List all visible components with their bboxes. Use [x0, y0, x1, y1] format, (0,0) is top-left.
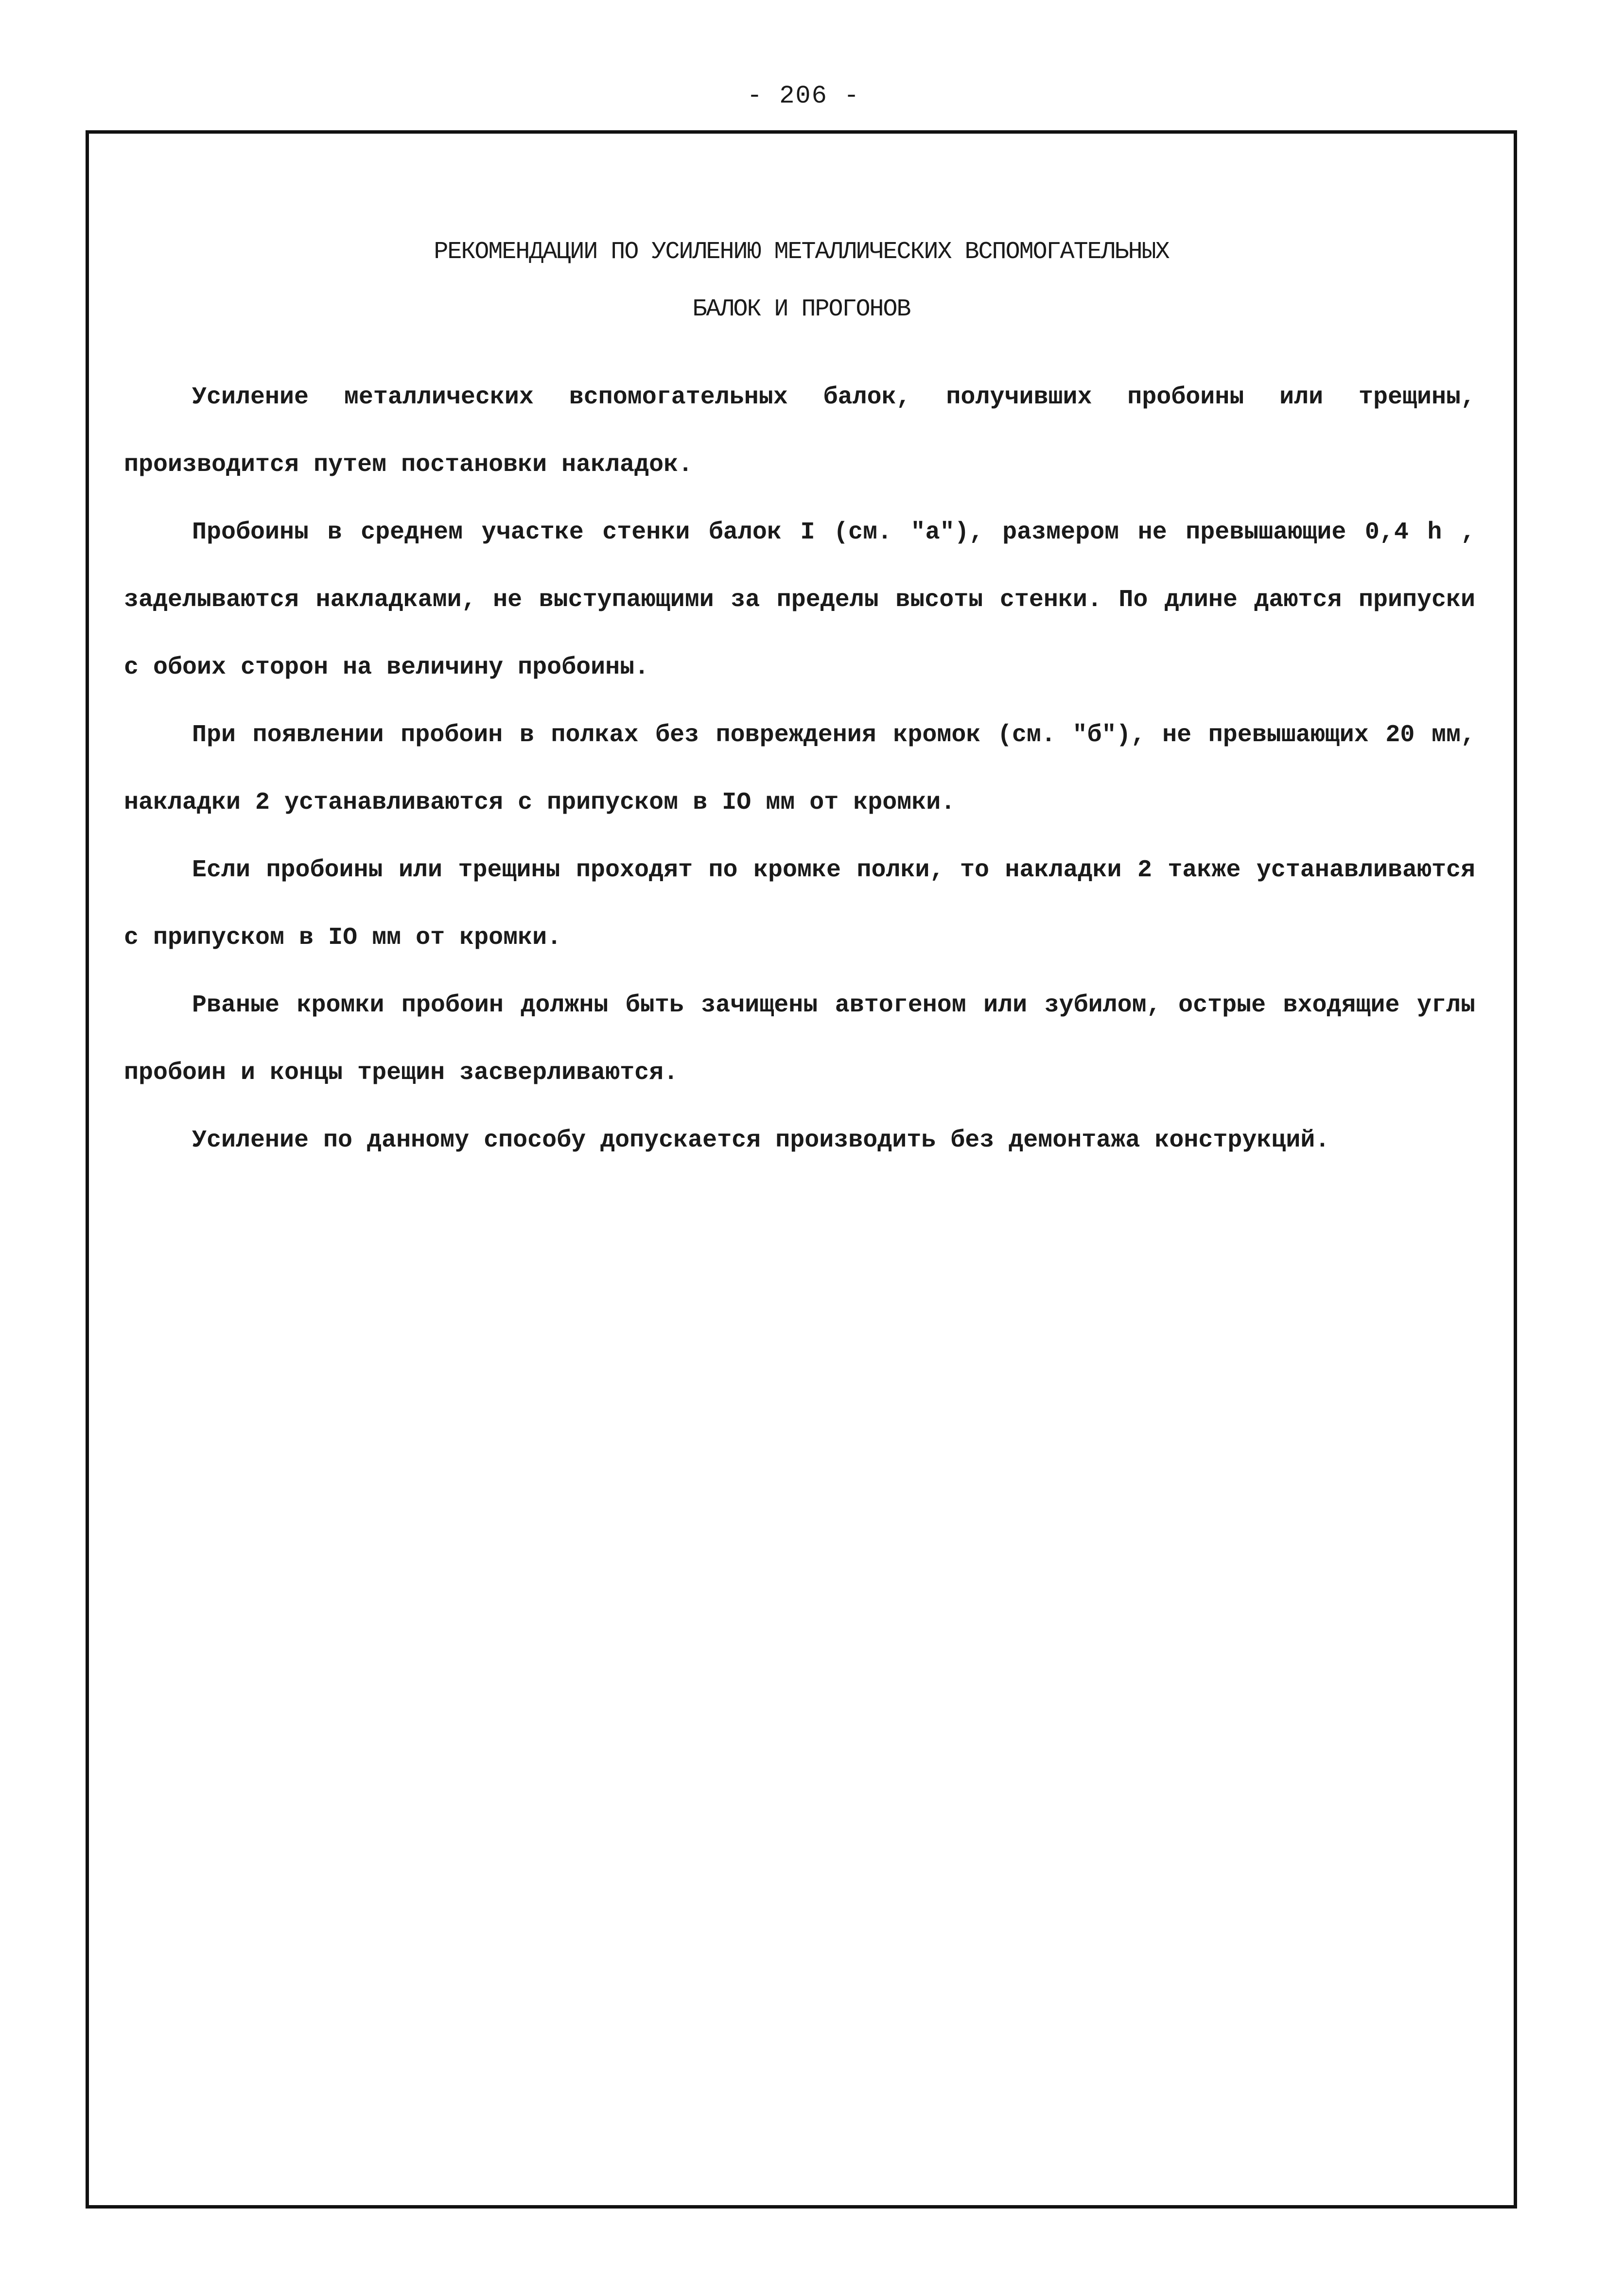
body-text: [124, 364, 1475, 1174]
paragraph-6: Усиление по данному способу допускается производить без демонтажа конструкций.: [192, 1127, 1330, 1154]
page-number: - 206 -: [747, 82, 860, 110]
paragraph-3: При появлении пробоин в полках без повреждения кромок (см. "б"), не превышающих 20 мм, накладки 2 устанавливаются с припуском в IO мм от кромки.: [124, 721, 1475, 817]
paragraph-5: Рваные кромки пробоин должны быть зачищены автогеном или зубилом, острые входящие углы пробоин и концы трещин засверливаются.: [124, 991, 1475, 1087]
paragraph-1: Усиление металлических вспомогательных балок, получивших пробоины или трещины, производится путем постановки накладок.: [124, 383, 1475, 479]
paragraph-4: Если пробоины или трещины проходят по кромке полки, то накладки 2 также устанавливаются с припуском в IO мм от кромки.: [124, 856, 1475, 952]
paragraph-2: Пробоины в среднем участке стенки балок I (см. "а"), размером не превышающие 0,4 h , заделываются накладками, не выступающими за пределы высоты стенки. По длине даются припуски с обоих сторон на величину пробоины.: [124, 519, 1475, 681]
page-title: [86, 224, 1517, 338]
title-line-2: БАЛОК И ПРОГОНОВ: [692, 296, 910, 323]
title-line-1: РЕКОМЕНДАЦИИ ПО УСИЛЕНИЮ МЕТАЛЛИЧЕСКИХ ВСПОМОГАТЕЛЬНЫХ: [434, 238, 1169, 266]
